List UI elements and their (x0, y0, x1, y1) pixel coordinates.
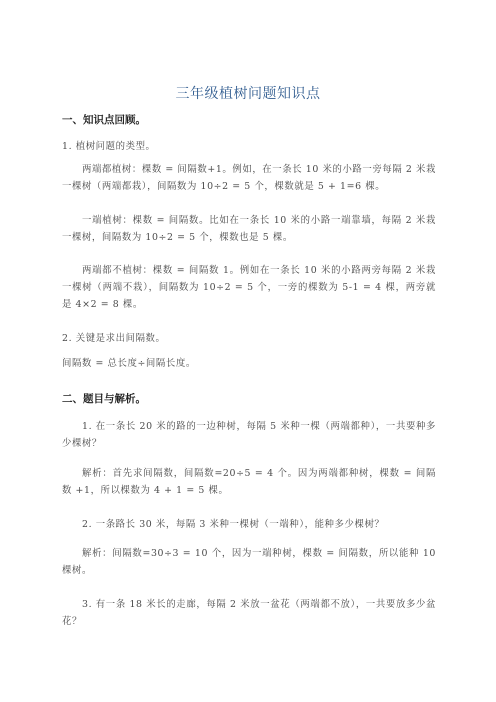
question-3: 3. 有一条 18 米长的走廊，每隔 2 米放一盆花（两端都不放），一共要放多少盆花？ (62, 599, 436, 627)
section-heading-review: 一、知识点回顾。 (62, 114, 146, 126)
paragraph-both-ends: 两端都植树：棵数 = 间隔数+1。例如，在一条长 10 米的小路一旁每隔 2 米栽一棵树（两端都栽），间隔数为 10÷2 = 5 个，棵数就是 5 + 1=6 棵。 (62, 164, 436, 192)
answer-1: 解析：首先求间隔数，间隔数=20÷5 = 4 个。因为两端都种树，棵数 = 间隔数 +1，所以棵数为 4 + 1 = 5 棵。 (62, 468, 436, 496)
question-1: 1. 在一条长 20 米的路的一边种树，每隔 5 米种一棵（两端都种），一共要种多少棵树？ (62, 421, 436, 449)
question-2: 2. 一条路长 30 米，每隔 3 米种一棵树（一端种），能种多少棵树？ (82, 519, 385, 530)
paragraph-one-end: 一端植树：棵数 = 间隔数。比如在一条长 10 米的小路一端靠墙，每隔 2 米栽一棵树，间隔数为 10÷2 = 5 个，棵数也是 5 棵。 (62, 215, 436, 243)
section-heading-questions: 二、题目与解析。 (62, 393, 146, 405)
item-key-point: 2. 关键是求出间隔数。 (62, 333, 166, 344)
document-title: 三年级植树问题知识点 (175, 86, 321, 102)
formula-interval: 间隔数 = 总长度÷间隔长度。 (62, 358, 196, 369)
answer-2: 解析：间隔数=30÷3 = 10 个，因为一端种树，棵数 = 间隔数，所以能种 10 棵树。 (62, 548, 436, 576)
paragraph-no-ends: 两端都不植树：棵数 = 间隔数 1。例如在一条长 10 米的小路两旁每隔 2 米栽一棵树（两端不栽），间隔数为 10÷2 = 5 个，一旁的棵数为 5-1 = 4 棵，两旁就是 4×2 = 8 棵。 (62, 265, 436, 310)
item-types: 1. 植树问题的类型。 (62, 141, 156, 152)
